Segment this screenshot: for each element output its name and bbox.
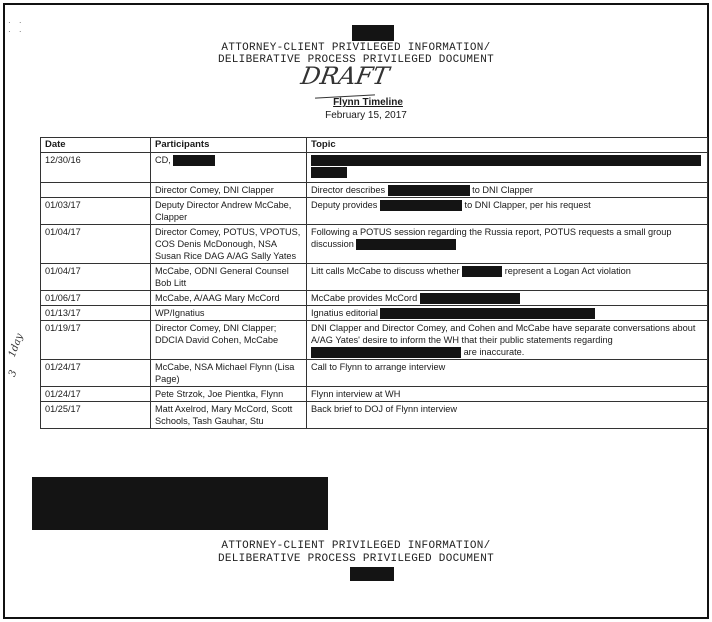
table-row [41, 183, 708, 198]
redaction-footer-block [32, 477, 328, 530]
row-date: 01/24/17 [41, 387, 151, 402]
table-row [41, 387, 708, 402]
redaction [173, 155, 215, 166]
row-topic [307, 264, 708, 291]
timeline-table [40, 137, 708, 429]
redaction [311, 155, 701, 166]
redaction [388, 185, 470, 196]
table-row [41, 402, 708, 429]
row-date: 01/06/17 [41, 291, 151, 306]
table-row [41, 360, 708, 387]
row-date: 01/25/17 [41, 402, 151, 429]
margin-note-2: 3 [6, 368, 20, 379]
table-row [41, 198, 708, 225]
topic-text: Litt calls McCabe to discuss whether [311, 266, 460, 277]
row-topic [307, 153, 708, 183]
scan-specks: · · · · [8, 18, 25, 36]
row-topic [307, 291, 708, 306]
table-row [41, 291, 708, 306]
column-header-topic: Topic [307, 138, 708, 153]
document-title: Flynn Timeline [333, 97, 403, 108]
redaction [311, 347, 461, 358]
topic-text: DNI Clapper and Director Comey, and Cohen and McCabe have separate conversations about A/AG Yates' desire to inform the WH that their public statements regarding [311, 323, 696, 346]
row-participants [151, 153, 307, 183]
row-topic [307, 198, 708, 225]
row-date: 01/19/17 [41, 321, 151, 360]
row-date: 01/04/17 [41, 264, 151, 291]
table-row [41, 153, 708, 183]
row-topic: Flynn interview at WH [307, 387, 708, 402]
redaction [380, 200, 462, 211]
participants-text: CD, [155, 155, 171, 165]
redaction [420, 293, 520, 304]
topic-text: Director describes [311, 185, 386, 195]
topic-text: Deputy provides [311, 200, 378, 211]
topic-text-after: represent a Logan Act violation [504, 266, 631, 277]
row-participants: Director Comey, POTUS, VPOTUS, COS Denis McDonough, NSA Susan Rice DAG A/AG Sally Yates [151, 225, 307, 264]
topic-text: Ignatius editorial [311, 308, 378, 319]
row-date: 01/24/17 [41, 360, 151, 387]
redaction-footer-small [350, 567, 394, 581]
redaction [311, 167, 347, 178]
table-row [41, 225, 708, 264]
draft-stamp: DRAFT [298, 62, 392, 90]
table-header-row [41, 138, 708, 153]
table-row [41, 321, 708, 360]
redaction [462, 266, 502, 277]
privilege-footer-line2: DELIBERATIVE PROCESS PRIVILEGED DOCUMENT [217, 553, 495, 565]
row-topic: Back brief to DOJ of Flynn interview [307, 402, 708, 429]
privilege-header-line1: ATTORNEY-CLIENT PRIVILEGED INFORMATION/ [221, 42, 491, 54]
row-topic [307, 183, 708, 198]
row-topic [307, 321, 708, 360]
row-date: 01/03/17 [41, 198, 151, 225]
row-participants: Pete Strzok, Joe Pientka, Flynn [151, 387, 307, 402]
row-topic: Call to Flynn to arrange interview [307, 360, 708, 387]
redaction-header [352, 25, 394, 41]
row-participants: McCabe, ODNI General Counsel Bob Litt [151, 264, 307, 291]
topic-text-after: are inaccurate. [463, 347, 525, 358]
margin-note-1: 1day [6, 332, 26, 359]
row-topic [307, 225, 708, 264]
row-date [41, 183, 151, 198]
topic-text-after: to DNI Clapper, per his request [464, 200, 591, 211]
topic-text-after: to DNI Clapper [472, 185, 533, 195]
privilege-header-line2: DELIBERATIVE PROCESS PRIVILEGED DOCUMENT [217, 54, 495, 66]
row-participants: Deputy Director Andrew McCabe, Clapper [151, 198, 307, 225]
column-header-participants: Participants [151, 138, 307, 153]
row-participants: McCabe, A/AAG Mary McCord [151, 291, 307, 306]
redaction [380, 308, 595, 319]
privilege-footer-line1: ATTORNEY-CLIENT PRIVILEGED INFORMATION/ [221, 540, 491, 552]
redaction [356, 239, 456, 250]
column-header-date: Date [41, 138, 151, 153]
table-row [41, 264, 708, 291]
table-row [41, 306, 708, 321]
row-participants: WP/Ignatius [151, 306, 307, 321]
row-participants: Director Comey, DNI Clapper; DDCIA David Cohen, McCabe [151, 321, 307, 360]
row-date: 12/30/16 [41, 153, 151, 183]
row-participants: Director Comey, DNI Clapper [151, 183, 307, 198]
document-date: February 15, 2017 [325, 110, 407, 121]
row-participants: Matt Axelrod, Mary McCord, Scott Schools, Tash Gauhar, Stu [151, 402, 307, 429]
topic-text: McCabe provides McCord [311, 293, 418, 304]
row-date: 01/13/17 [41, 306, 151, 321]
topic-text: Following a POTUS session regarding the Russia report, POTUS requests a small group discussion [311, 227, 672, 250]
row-date: 01/04/17 [41, 225, 151, 264]
row-topic [307, 306, 708, 321]
row-participants: McCabe, NSA Michael Flynn (Lisa Page) [151, 360, 307, 387]
